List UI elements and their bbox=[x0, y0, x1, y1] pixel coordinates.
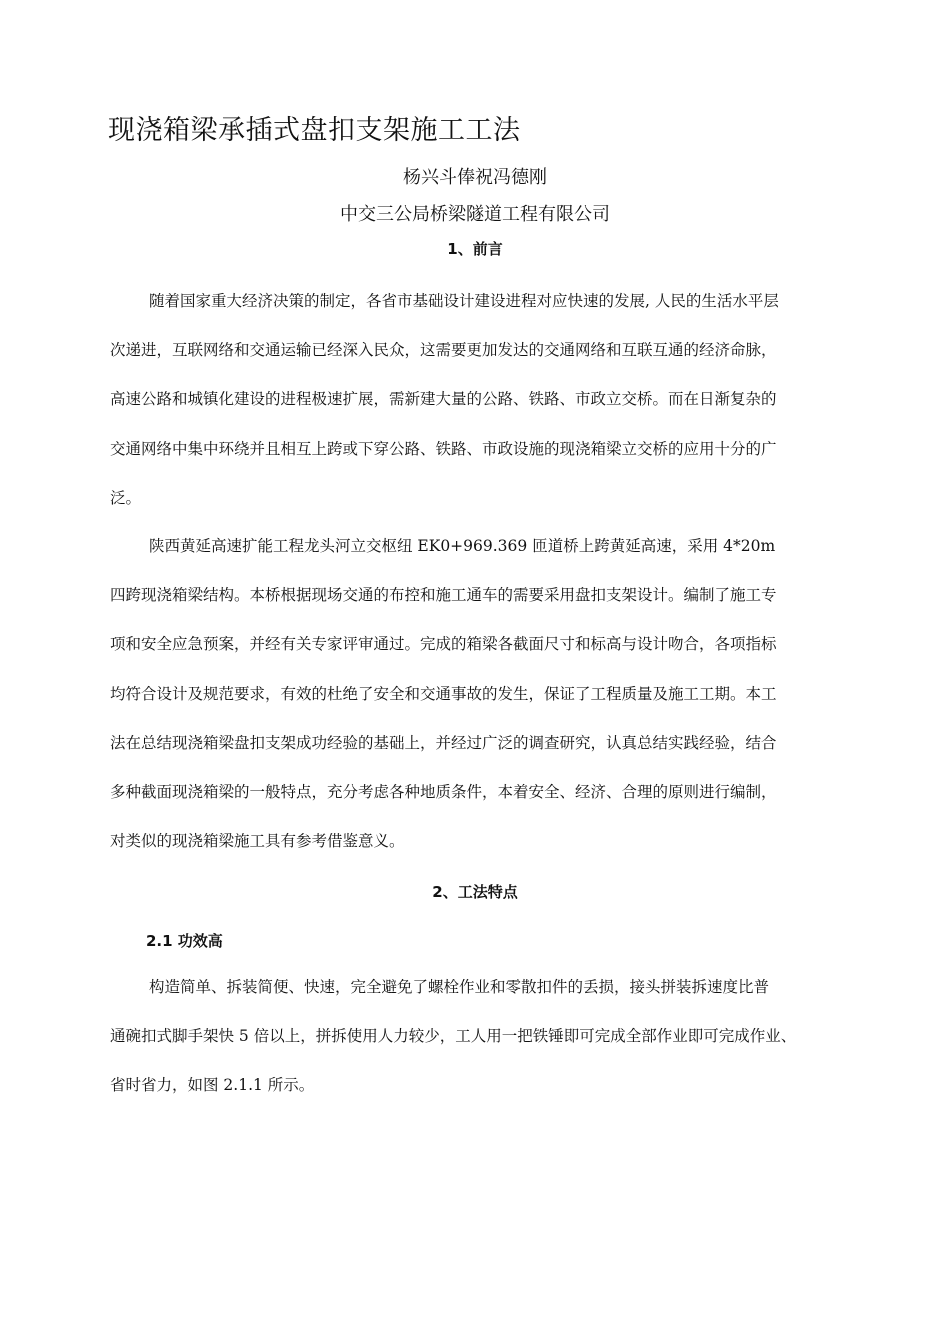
paragraph-line: 法在总结现浇箱梁盘扣支架成功经验的基础上，并经过广泛的调查研究，认真总结实践经验，结合 bbox=[110, 733, 777, 752]
paragraph-line: 均符合设计及规范要求，有效的杜绝了安全和交通事故的发生，保证了工程质量及施工工期。本工 bbox=[110, 684, 777, 703]
section-1-paragraph-1 bbox=[110, 277, 854, 523]
paragraph-line: 四跨现浇箱梁结构。本桥根据现场交通的布控和施工通车的需要采用盘扣支架设计。编制了施工专 bbox=[110, 586, 777, 605]
section-1-paragraph-2 bbox=[110, 522, 854, 866]
paragraph-line: 次递进，互联网络和交通运输已经深入民众，这需要更加发达的交通网络和互联互通的经济命脉， bbox=[110, 341, 777, 360]
paragraph-line: 泛。 bbox=[110, 488, 142, 507]
paragraph-line: 通碗扣式脚手架快 5 倍以上，拼拆使用人力较少，工人用一把铁锤即可完成全部作业即可完成作业、 bbox=[110, 1027, 797, 1046]
document-authors: 杨兴斗俸祝冯德刚 bbox=[403, 167, 547, 188]
document-title: 现浇箱梁承插式盘扣支架施工工法 bbox=[108, 115, 521, 146]
paragraph-line: 省时省力，如图 2.1.1 所示。 bbox=[110, 1076, 315, 1095]
paragraph-line: 交通网络中集中环绕并且相互上跨或下穿公路、铁路、市政设施的现浇箱梁立交桥的应用十分的广 bbox=[110, 439, 777, 458]
subsection-2-1-heading: 2.1 功效高 bbox=[146, 932, 223, 950]
paragraph-line: 陕西黄延高速扩能工程龙头河立交枢纽 EK0+969.369 匝道桥上跨黄延高速，采用 4*20m bbox=[149, 537, 776, 555]
paragraph-line: 项和安全应急预案，并经有关专家评审通过。完成的箱梁各截面尺寸和标高与设计吻合，各项指标 bbox=[110, 635, 777, 654]
paragraph-line: 随着国家重大经济决策的制定，各省市基础设计建设进程对应快速的发展, 人民的生活水平层 bbox=[149, 292, 779, 310]
subsection-2-1-paragraph bbox=[110, 963, 854, 1111]
document-organization: 中交三公局桥梁隧道工程有限公司 bbox=[340, 204, 610, 225]
paragraph-line: 多种截面现浇箱梁的一般特点，充分考虑各种地质条件，本着安全、经济、合理的原则进行编制， bbox=[110, 782, 777, 801]
section-2-heading: 2、工法特点 bbox=[432, 883, 518, 901]
section-1-heading: 1、前言 bbox=[447, 240, 503, 258]
paragraph-line: 对类似的现浇箱梁施工具有参考借鉴意义。 bbox=[110, 832, 405, 851]
paragraph-line: 高速公路和城镇化建设的进程极速扩展，需新建大量的公路、铁路、市政立交桥。而在日渐复杂的 bbox=[110, 390, 777, 409]
paragraph-line: 构造简单、拆装简便、快速，完全避免了螺栓作业和零散扣件的丢损，接头拼装拆速度比普 bbox=[149, 978, 770, 996]
